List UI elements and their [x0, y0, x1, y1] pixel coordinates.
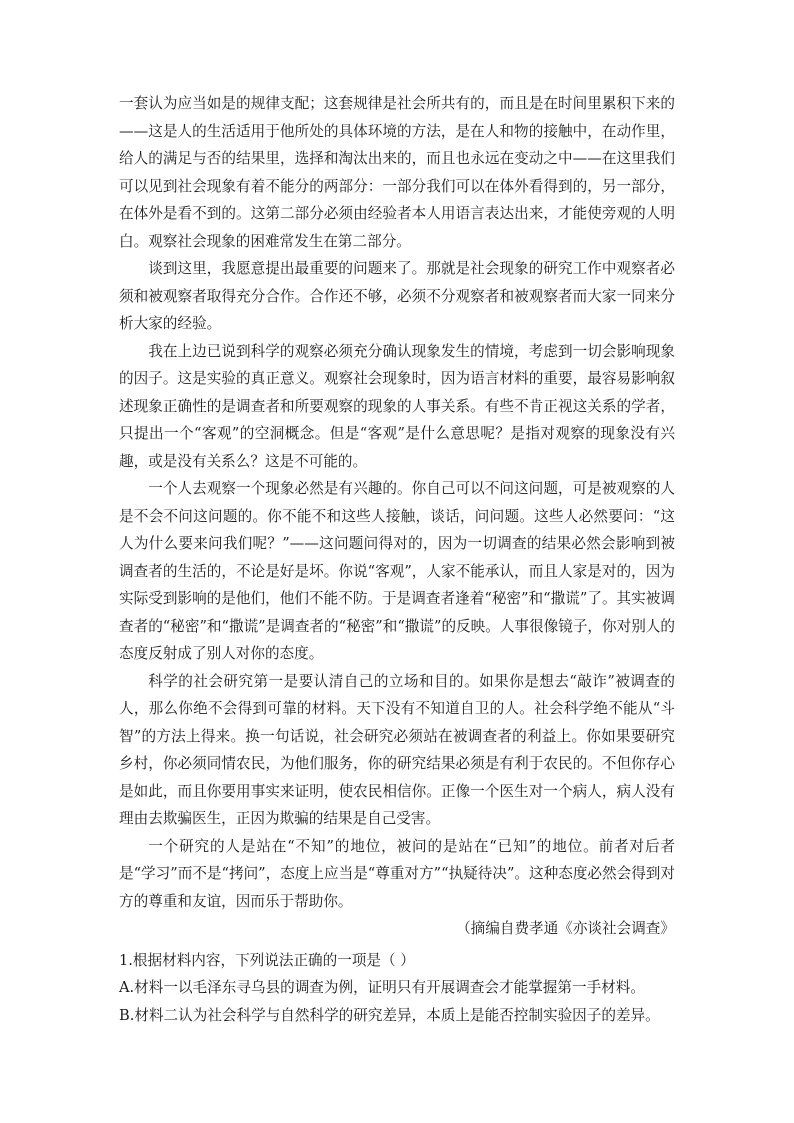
- paragraph-1: 一套认为应当如是的规律支配；这套规律是社会所共有的，而且是在时间里累积下来的——这是人的生活适用于他所处的具体环境的方法，是在人和物的接触中，在动作里，给人的满足与否的结果里，选择和淘汰出来的，而且也永远在变动之中——在这里我们可以见到社会现象有着不能分的两部分：一部分我们可以在体外看得到的，另一部分，在体外是看不到的。这第二部分必须由经验者本人用语言表达出来，才能使旁观的人明白。观察社会现象的困难常发生在第二部分。: [119, 95, 675, 250]
- option-b: B.材料二认为社会科学与自然科学的研究差异，本质上是能否控制实验因子的差异。: [119, 1006, 660, 1024]
- question-block: [119, 947, 675, 1030]
- paragraph-4: 一个人去观察一个现象必然是有兴趣的。你自己可以不问这问题，可是被观察的人是不会不问这问题的。你不能不和这些人接触，谈话，问问题。这些人必然要问：“这人为什么要来问我们呢？”——这问题问得对的，因为一切调查的结果必然会影响到被调查者的生活的，不论是好是坏。你说“客观”，人家不能承认，而且人家是对的，因为实际受到影响的是他们，他们不能不防。于是调查者逢着“秘密”和“撒谎”了。其实被调查者的“秘密”和“撒谎”是调查者的“秘密”和“撒谎”的反映。人事很像镜子，你对别人的态度反射成了别人对你的态度。: [119, 480, 675, 662]
- source-citation: （摘编自费孝通《亦谈社会调查》: [456, 920, 675, 937]
- paragraph-6: 一个研究的人是站在“不知”的地位，被问的是站在“已知”的地位。前者对后者是“学习”而不是“拷问”，态度上应当是“尊重对方”“执疑待决”。这种态度必然会得到对方的尊重和友谊，因而乐于帮助你。: [119, 837, 675, 910]
- option-a: A.材料一以毛泽东寻乌县的调查为例，证明只有开展调查会才能掌握第一手材料。: [119, 979, 645, 996]
- document-page: [119, 90, 675, 1029]
- reading-passage: [119, 90, 675, 943]
- paragraph-5: 科学的社会研究第一是要认清自己的立场和目的。如果你是想去“敲诈”被调查的人，那么你绝不会得到可靠的材料。天下没有不知道自卫的人。社会科学绝不能从“斗智”的方法上得来。换一句话说，社会研究必须站在被调查者的利益上。你如果要研究乡村，你必须同情农民，为他们服务，你的研究结果必须是有利于农民的。不但你存心是如此，而且你要用事实来证明，使农民相信你。正像一个医生对一个病人，病人没有理由去欺骗医生，正因为欺骗的结果是自己受害。: [119, 672, 675, 827]
- paragraph-2: 谈到这里，我愿意提出最重要的问题来了。那就是社会现象的研究工作中观察者必须和被观察者取得充分合作。合作还不够，必须不分观察者和被观察者而大家一同来分析大家的经验。: [119, 260, 675, 332]
- paragraph-3: 我在上边已说到科学的观察必须充分确认现象发生的情境，考虑到一切会影响现象的因子。这是实验的真正意义。观察社会现象时，因为语言材料的重要，最容易影响叙述现象正确性的是调查者和所要观察的现象的人事关系。有些不肯正视这关系的学者，只提出一个“客观”的空洞概念。但是“客观”是什么意思呢？是指对观察的现象没有兴趣，或是没有关系么？这是不可能的。: [119, 342, 675, 470]
- question-stem: 1.根据材料内容，下列说法正确的一项是（ ）: [119, 951, 415, 969]
